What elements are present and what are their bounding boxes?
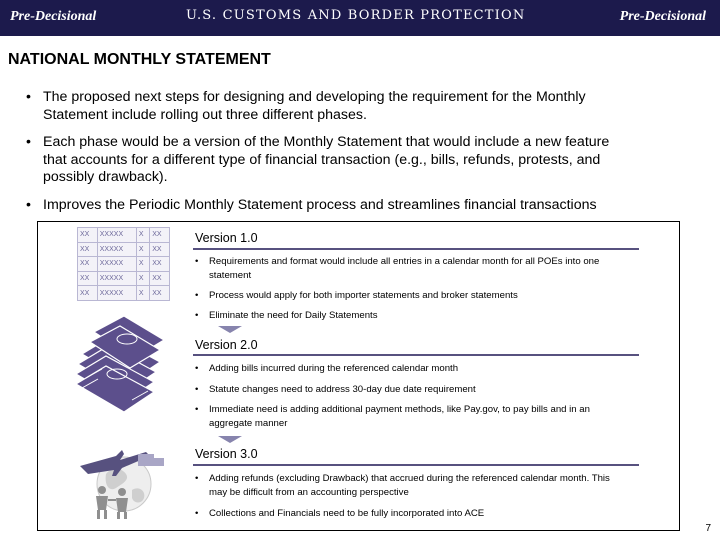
intro-bullet	[26, 89, 696, 124]
ledger-row	[78, 228, 170, 243]
ledger-row	[78, 271, 170, 286]
bullet-marker: •	[195, 310, 199, 321]
bullet-line: possibly drawback).	[43, 169, 168, 185]
bullet-marker: •	[195, 384, 199, 395]
ledger-cell: XX	[78, 242, 98, 257]
ledger-cell: XX	[78, 271, 98, 286]
phase-2-item	[195, 362, 665, 376]
bullet-line: that accounts for a different type of financial transaction (e.g., bills, refunds, protests, and	[43, 151, 601, 168]
item-line: Adding refunds (excluding Drawback) that accrued during the referenced calendar month. This	[209, 473, 610, 484]
phase-1-item	[195, 309, 665, 323]
item-line: statement	[209, 270, 252, 281]
ledger-cell: XXXXX	[97, 271, 136, 286]
money-stack-icon	[72, 312, 168, 414]
global-trade-icon	[76, 446, 170, 520]
item-line: may be difficult from an accounting perspective	[209, 487, 409, 498]
item-line: Immediate need is adding additional payment methods, like Pay.gov, to pay bills and in an	[209, 404, 590, 415]
phase-arrow-icon	[218, 326, 242, 333]
page-number: 7	[705, 523, 711, 534]
bullet-line: The proposed next steps for designing and developing the requirement for the Monthly	[43, 89, 586, 105]
intro-bullet	[26, 197, 696, 215]
ledger-cell: X	[136, 228, 149, 243]
phase-1-item	[195, 289, 665, 303]
intro-bullet-list	[26, 89, 696, 224]
bullet-marker: •	[195, 363, 199, 374]
ledger-cell: XXXXX	[97, 286, 136, 301]
phase-3-title: Version 3.0	[195, 447, 258, 461]
ledger-cell: XX	[150, 242, 170, 257]
item-line: Adding bills incurred during the referenced calendar month	[209, 363, 459, 374]
bullet-line: Improves the Periodic Monthly Statement process and streamlines financial transactions	[43, 196, 597, 213]
ledger-cell: XX	[78, 286, 98, 301]
ledger-cell: XX	[78, 228, 98, 243]
item-line: Process would apply for both importer statements and broker statements	[209, 290, 518, 301]
intro-bullet	[26, 134, 696, 187]
item-line: Requirements and format would include all entries in a calendar month for all POEs into one	[209, 256, 600, 267]
ledger-row	[78, 257, 170, 272]
phase-2-title: Version 2.0	[195, 338, 258, 352]
ledger-cell: XX	[150, 271, 170, 286]
ledger-cell: XXXXX	[97, 257, 136, 272]
item-line: Collections and Financials need to be fully incorporated into ACE	[209, 508, 485, 519]
phase-3-item	[195, 507, 665, 521]
item-line: aggregate manner	[209, 418, 288, 429]
ledger-cell: XX	[150, 257, 170, 272]
ledger-row	[78, 286, 170, 301]
item-line: Eliminate the need for Daily Statements	[209, 310, 378, 321]
pre-decisional-left-label: Pre-Decisional	[10, 9, 97, 24]
bullet-marker: •	[26, 134, 31, 150]
phase-3-item	[195, 472, 665, 500]
ledger-cell: X	[136, 257, 149, 272]
bullet-marker: •	[195, 473, 199, 484]
item-line: Statute changes need to address 30-day due date requirement	[209, 384, 476, 395]
ledger-cell: X	[136, 271, 149, 286]
ledger-cell: XX	[78, 257, 98, 272]
ledger-cell: XX	[150, 286, 170, 301]
ledger-cell: XXXXX	[97, 242, 136, 257]
bullet-marker: •	[195, 290, 199, 301]
phase-2-item	[195, 383, 665, 397]
slide-title: NATIONAL MONTHLY STATEMENT	[8, 51, 271, 68]
ledger-cell: XXXXX	[97, 228, 136, 243]
ledger-cell: X	[136, 286, 149, 301]
ledger-icon	[77, 227, 170, 301]
agency-title: U.S. CUSTOMS AND BORDER PROTECTION	[186, 8, 526, 23]
phase-1-title: Version 1.0	[195, 231, 258, 245]
ledger-row	[78, 242, 170, 257]
phase-1-item	[195, 255, 665, 283]
bullet-marker: •	[26, 196, 31, 213]
ledger-cell: X	[136, 242, 149, 257]
pre-decisional-right-label: Pre-Decisional	[619, 9, 706, 24]
phase-1-divider	[193, 248, 639, 250]
bullet-line: Each phase would be a version of the Monthly Statement that would include a new feature	[43, 134, 610, 150]
phase-2-divider	[193, 354, 639, 356]
bullet-line: Statement include rolling out three different phases.	[43, 106, 367, 123]
header-bar	[0, 0, 720, 36]
bullet-marker: •	[195, 508, 199, 519]
bullet-marker: •	[195, 256, 199, 267]
phase-3-divider	[193, 464, 639, 466]
ledger-cell: XX	[150, 228, 170, 243]
phase-arrow-icon	[218, 436, 242, 443]
phase-2-item	[195, 403, 665, 431]
bullet-marker: •	[195, 404, 199, 415]
bullet-marker: •	[26, 89, 31, 105]
